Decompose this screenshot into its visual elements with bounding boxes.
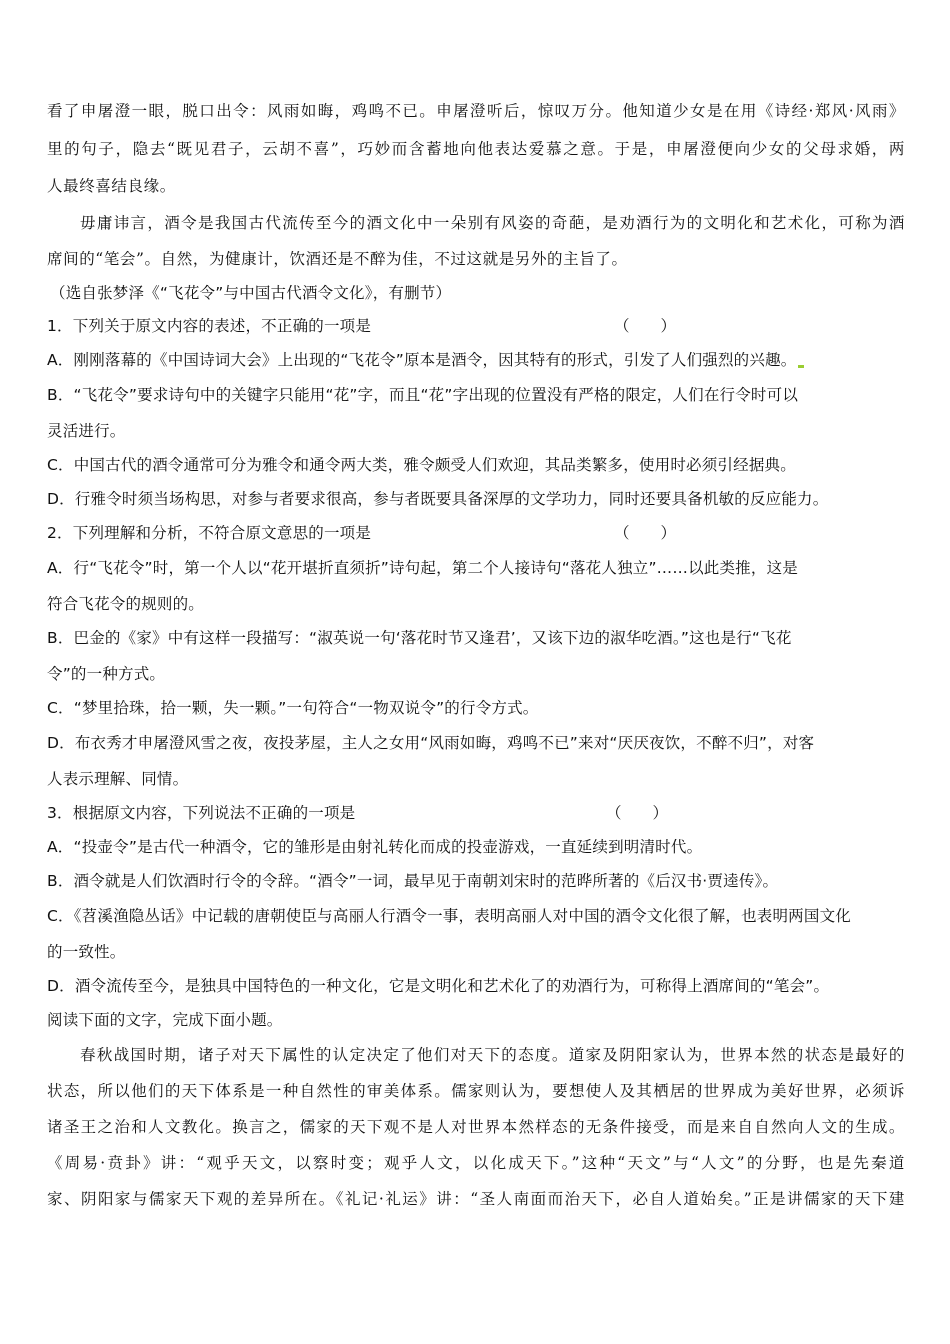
passage1-line-4: 毋庸讳言，酒令是我国古代流传至今的酒文化中一朵别有风姿的奇葩，是劝酒行为的文明化和艺术化，可称为酒 [80,214,905,232]
q1-option-a-text: A．刚刚落幕的《中国诗词大会》上出现的“飞花令”原本是酒令，因其特有的形式，引发了人们强烈的兴趣。 [47,351,797,369]
q3-option-a: A．“投壶令”是古代一种酒令，它的雏形是由射礼转化而成的投壶游戏，一直延续到明清时代。 [47,838,703,856]
passage2-line-4: 《周易·贲卦》讲：“观乎天文，以察时变；观乎人文，以化成天下。”这种“天文”与“人文”的分野，也是先秦道 [47,1154,905,1172]
q1-option-b-line-2: 灵活进行。 [47,422,126,440]
q2-option-b-line-1: B．巴金的《家》中有这样一段描写：“淑英说一句‘落花时节又逢君’，又该下边的淑华吃酒。”这也是行“飞花 [47,629,792,647]
reading-instruction: 阅读下面的文字，完成下面小题。 [47,1011,283,1029]
q2-stem: 2．下列理解和分析，不符合原文意思的一项是 [47,524,372,542]
passage1-line-3: 人最终喜结良缘。 [47,177,176,195]
q2-option-d-line-2: 人表示理解、同情。 [47,770,189,788]
edit-mark-icon [798,365,804,368]
passage2-line-2: 状态，所以他们的天下体系是一种自然性的审美体系。儒家则认为，要想使人及其栖居的世界成为美好世界，必须诉 [47,1082,905,1100]
passage1-line-5: 席间的“笔会”。自然，为健康计，饮酒还是不醉为佳，不过这就是另外的主旨了。 [47,250,628,268]
passage1-line-2: 里的句子，隐去“既见君子，云胡不喜”，巧妙而含蓄地向他表达爱慕之意。于是，申屠澄便向少女的父母求婚，两 [47,140,905,158]
q2-option-a-line-1: A．行“飞花令”时，第一个人以“花开堪折直须折”诗句起，第二个人接诗句“落花人独立”……以此类推，这是 [47,559,798,577]
q3-option-c-line-1: C．《苕溪渔隐丛话》中记载的唐朝使臣与高丽人行酒令一事，表明高丽人对中国的酒令文化很了解，也表明两国文化 [47,907,851,925]
q3-option-b: B．酒令就是人们饮酒时行令的令辞。“酒令”一词，最早见于南朝刘宋时的范晔所著的《后汉书·贾逵传》。 [47,872,779,890]
passage1-line-1: 看了申屠澄一眼，脱口出令：风雨如晦，鸡鸣不已。申屠澄听后，惊叹万分。他知道少女是在用《诗经·郑风·风雨》 [47,102,905,120]
q2-option-a-line-2: 符合飞花令的规则的。 [47,595,205,613]
q3-answer-bracket: （ ） [606,804,669,822]
q2-option-b-line-2: 令”的一种方式。 [47,665,166,683]
q1-answer-bracket: （ ） [614,317,677,335]
passage2-line-3: 诸圣王之治和人文教化。换言之，儒家的天下观不是人对世界本然样态的无条件接受，而是来自自然向人文的生成。 [47,1118,905,1136]
q3-option-c-line-2: 的一致性。 [47,943,126,961]
q3-option-d: D．酒令流传至今，是独具中国特色的一种文化，它是文明化和艺术化了的劝酒行为，可称得上酒席间的“笔会”。 [47,977,830,995]
passage2-line-1: 春秋战国时期，诸子对天下属性的认定决定了他们对天下的态度。道家及阴阳家认为，世界本然的状态是最好的 [80,1046,905,1064]
q2-option-c: C．“梦里拾珠，拾一颗，失一颗。”一句符合“一物双说令”的行令方式。 [47,699,539,717]
q1-stem: 1．下列关于原文内容的表述，不正确的一项是 [47,317,372,335]
q1-option-b-line-1: B．“飞花令”要求诗句中的关键字只能用“花”字，而且“花”字出现的位置没有严格的限定，人们在行令时可以 [47,386,799,404]
q2-option-d-line-1: D．布衣秀才申屠澄风雪之夜，夜投茅屋，主人之女用“风雨如晦，鸡鸣不已”来对“厌厌夜饮，不醉不归”，对客 [47,734,815,752]
q3-stem: 3．根据原文内容，下列说法不正确的一项是 [47,804,356,822]
q1-option-a [47,350,804,370]
q2-answer-bracket: （ ） [614,524,677,542]
passage2-line-5: 家、阴阳家与儒家天下观的差异所在。《礼记·礼运》讲：“圣人南面而治天下，必自人道始矣。”正是讲儒家的天下建 [47,1190,905,1208]
passage1-source: （选自张梦泽《“飞花令”与中国古代酒令文化》，有删节） [50,284,452,302]
q1-option-d: D．行雅令时须当场构思，对参与者要求很高，参与者既要具备深厚的文学功力，同时还要具备机敏的反应能力。 [47,490,829,508]
q1-option-c: C．中国古代的酒令通常可分为雅令和通令两大类，雅令颇受人们欢迎，其品类繁多，使用时必须引经据典。 [47,456,796,474]
